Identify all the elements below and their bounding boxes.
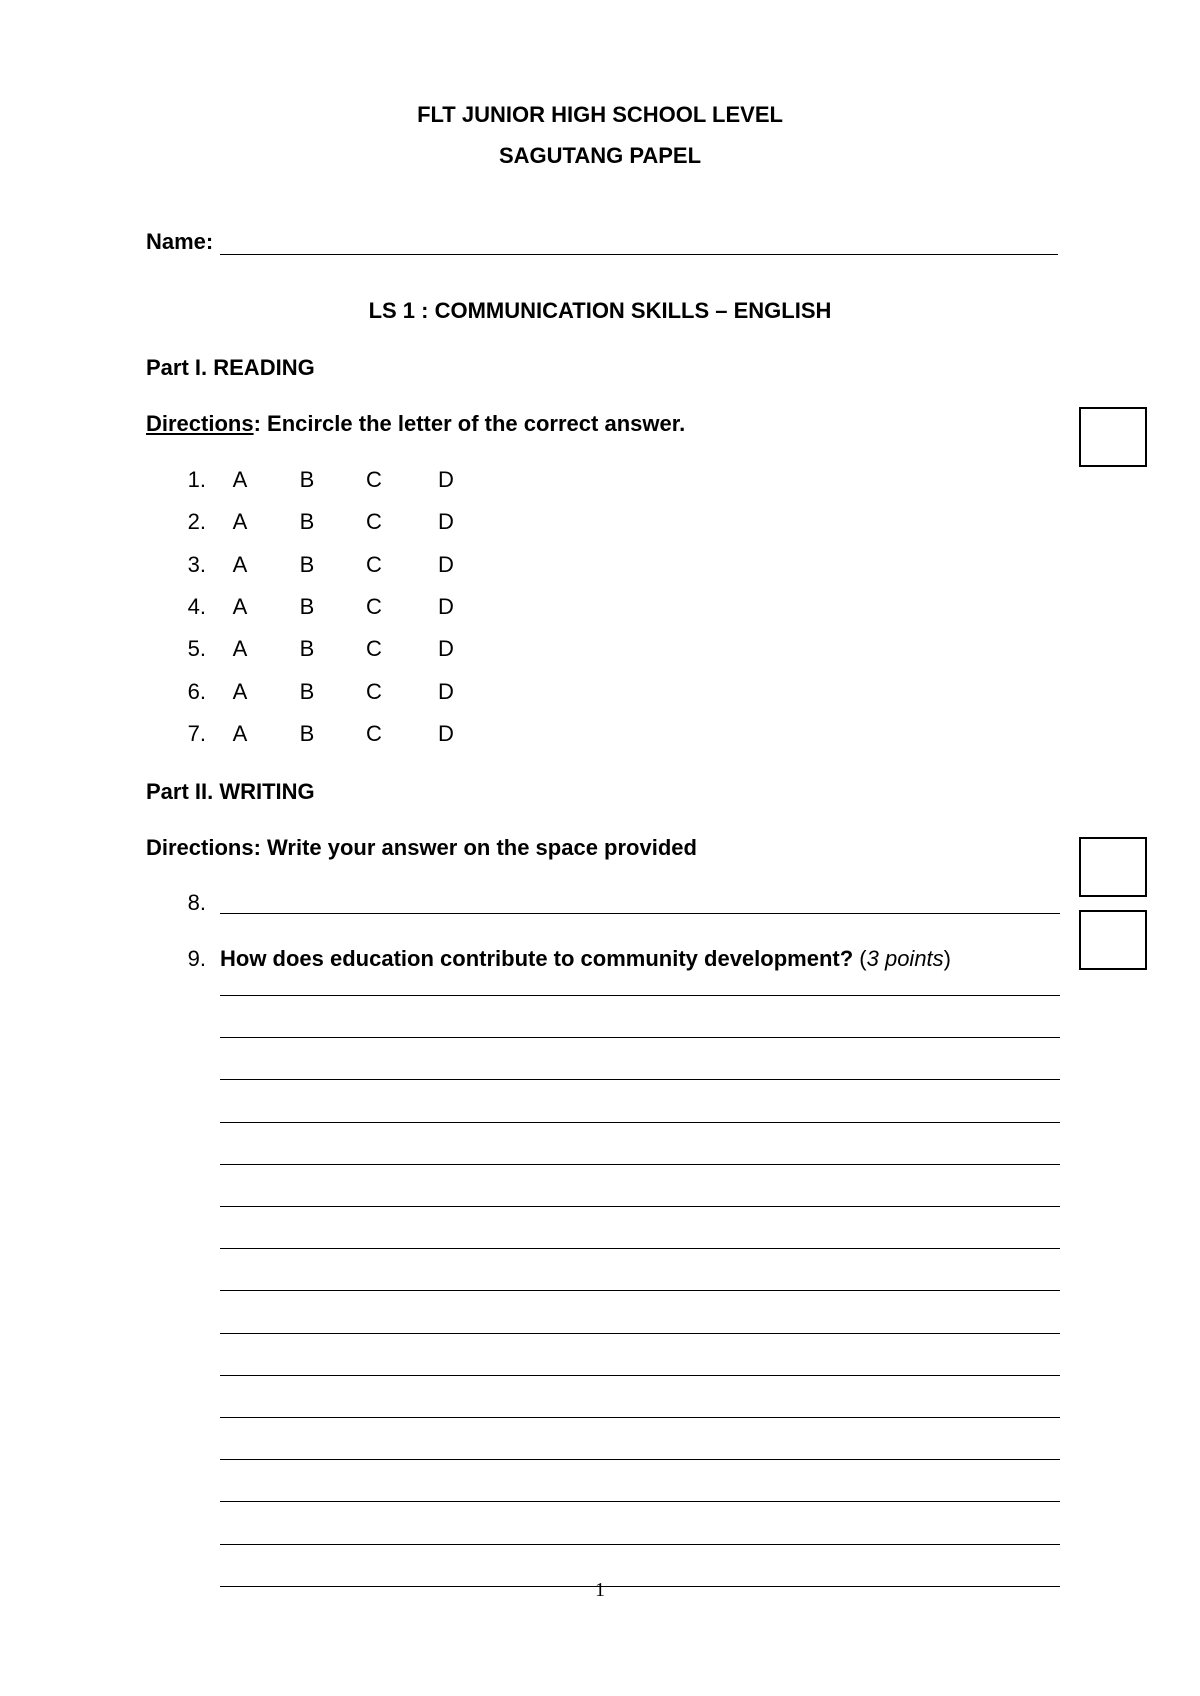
answer-line[interactable] — [220, 1375, 1060, 1376]
option-a[interactable]: A — [232, 720, 248, 746]
item-number: 4. — [187, 593, 206, 619]
item-number: 5. — [187, 636, 206, 662]
choice-row — [0, 508, 600, 536]
choice-row — [0, 551, 600, 579]
option-c[interactable]: C — [366, 509, 382, 535]
q9-points-close: ) — [943, 946, 951, 971]
option-c[interactable]: C — [366, 593, 382, 619]
q9-points: 3 points — [866, 946, 944, 971]
part1-score-box[interactable] — [1079, 407, 1147, 467]
choice-row — [0, 678, 600, 706]
answer-line[interactable] — [220, 1079, 1060, 1080]
option-d[interactable]: D — [438, 467, 454, 492]
option-d[interactable]: D — [438, 593, 454, 619]
q9-question — [220, 945, 951, 973]
answer-line[interactable] — [220, 1206, 1060, 1207]
item-number: 7. — [187, 720, 206, 746]
sheet-title: FLT JUNIOR HIGH SCHOOL LEVEL — [417, 102, 783, 127]
choice-row — [0, 720, 600, 748]
answer-line[interactable] — [220, 1037, 1060, 1038]
option-b[interactable]: B — [299, 636, 315, 662]
option-a[interactable]: A — [232, 551, 248, 577]
answer-line[interactable] — [220, 1417, 1060, 1418]
name-input-line[interactable] — [220, 254, 1058, 255]
q8-score-box[interactable] — [1079, 837, 1147, 897]
part2-heading: Part II. WRITING — [146, 779, 315, 804]
option-b[interactable]: B — [299, 593, 315, 619]
option-a[interactable]: A — [232, 593, 248, 619]
option-d[interactable]: D — [438, 509, 454, 535]
part1-directions — [146, 410, 685, 438]
answer-line[interactable] — [220, 1333, 1060, 1334]
answer-line[interactable] — [220, 1164, 1060, 1165]
option-b[interactable]: B — [299, 467, 315, 492]
option-c[interactable]: C — [366, 720, 382, 746]
option-d[interactable]: D — [438, 678, 454, 704]
option-c[interactable]: C — [366, 551, 382, 577]
item-number: 3. — [187, 551, 206, 577]
answer-line[interactable] — [220, 1459, 1060, 1460]
subject-title: LS 1 : COMMUNICATION SKILLS – ENGLISH — [368, 298, 832, 323]
part1-heading: Part I. READING — [146, 355, 315, 380]
option-c[interactable]: C — [366, 678, 382, 704]
item-number: 6. — [187, 678, 206, 704]
answer-line[interactable] — [220, 1122, 1060, 1123]
option-b[interactable]: B — [299, 678, 315, 704]
part1-directions-label: Directions — [146, 411, 254, 436]
part1-directions-text: : Encircle the letter of the correct answer. — [253, 411, 686, 436]
q9-question-text: How does education contribute to community development? — [220, 946, 854, 971]
option-d[interactable]: D — [438, 636, 454, 662]
option-a[interactable]: A — [232, 678, 248, 704]
option-c[interactable]: C — [366, 467, 382, 492]
option-b[interactable]: B — [299, 551, 315, 577]
choice-row — [0, 635, 600, 663]
option-b[interactable]: B — [299, 720, 315, 746]
answer-line[interactable] — [220, 1248, 1060, 1249]
item-number: 1. — [187, 467, 206, 492]
option-d[interactable]: D — [438, 551, 454, 577]
name-label: Name: — [146, 229, 214, 254]
answer-line[interactable] — [220, 1290, 1060, 1291]
part2-directions: Directions: Write your answer on the space provided — [146, 835, 697, 860]
answer-line[interactable] — [220, 1544, 1060, 1545]
option-b[interactable]: B — [299, 509, 315, 535]
option-d[interactable]: D — [438, 720, 454, 746]
page-number: 1 — [595, 1579, 605, 1601]
answer-line[interactable] — [220, 995, 1060, 996]
item-number: 2. — [187, 509, 206, 535]
option-a[interactable]: A — [232, 636, 248, 662]
option-c[interactable]: C — [366, 636, 382, 662]
q8-number: 8. — [187, 890, 206, 915]
sheet-subtitle: SAGUTANG PAPEL — [498, 143, 702, 168]
choice-row — [0, 593, 600, 621]
q8-answer-line[interactable] — [220, 913, 1060, 914]
q9-number: 9. — [187, 946, 206, 971]
choice-row — [0, 466, 600, 494]
option-a[interactable]: A — [232, 509, 248, 535]
q9-score-box[interactable] — [1079, 910, 1147, 970]
q9-points-open: ( — [853, 946, 867, 971]
answer-line[interactable] — [220, 1501, 1060, 1502]
option-a[interactable]: A — [232, 467, 248, 492]
